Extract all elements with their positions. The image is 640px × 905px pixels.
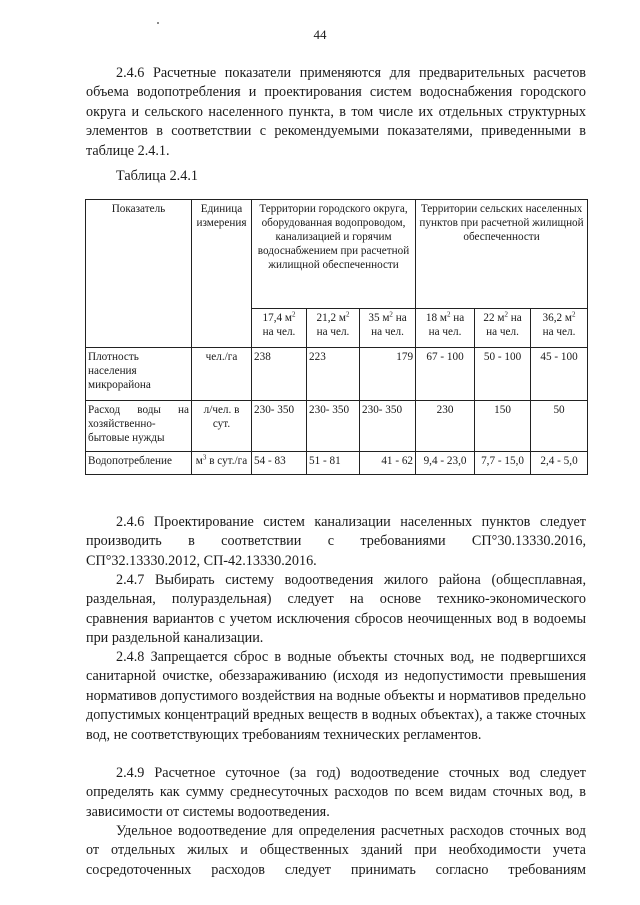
table-row-water-use xyxy=(86,452,588,475)
table-cell: 2,4 - 5,0 xyxy=(531,452,588,475)
subheader-cell: 36,2 $м^2$ на чел. xyxy=(531,309,588,348)
table-row-consumption xyxy=(86,401,588,452)
table-cell: 223 xyxy=(307,348,360,401)
table-cell: 230- 350 xyxy=(252,401,307,452)
table-cell: 45 - 100 xyxy=(531,348,588,401)
table-caption: Таблица 2.4.1 xyxy=(116,168,198,184)
header-indicator: Показатель xyxy=(86,200,192,348)
page-number: 44 xyxy=(313,27,327,42)
table-cell: 230 xyxy=(416,401,475,452)
table-cell: 238 xyxy=(252,348,307,401)
table-cell: 54 - 83 xyxy=(252,452,307,475)
table-cell: 51 - 81 xyxy=(307,452,360,475)
intro-paragraph: 2.4.6 Расчетные показатели применяются для предварительных расчетов объема водопотребления и проектирования систем водоснабжения городского округа и сельского населенного пункта, в том числе их отдельных структурных элементов в соответствии с рекомендуемыми показателями, приведенными в таблице 2.4.1. xyxy=(86,65,586,159)
subheader-cell: 17,4 $м^2$ на чел. xyxy=(252,309,307,348)
table-cell: 150 xyxy=(475,401,531,452)
table-row-density xyxy=(86,348,588,401)
table-cell: 9,4 - 23,0 xyxy=(416,452,475,475)
paragraph-2-4-9: 2.4.9 Расчетное суточное (за год) водоотведение сточных вод следует определять как сумму среднесуточных расходов по всем видам сточных вод, в зависимости от системы водоотведения. xyxy=(86,765,586,820)
table-cell: 179 xyxy=(360,348,416,401)
table-cell: 50 - 100 xyxy=(475,348,531,401)
header-urban: Территории городского округа, оборудованная водопроводом, канализацией и горячим водоснабжением при расчетной жилищной обеспеченности xyxy=(252,200,416,309)
paragraph-2-4-7: 2.4.7 Выбирать систему водоотведения жилого района (общесплавная, раздельная, полураздельная) следует на основе технико-экономического сравнения вариантов с учетом исключения сбросов неочищенных вод в водоемы при раздельной канализации. xyxy=(86,572,586,647)
row-unit: л/чел. в сут. xyxy=(192,401,252,452)
row-label: Расход воды на хозяйственно-бытовые нужды xyxy=(86,401,192,452)
subheader-cell: 22 $м^2$ на на чел. xyxy=(475,309,531,348)
table-cell: 7,7 - 15,0 xyxy=(475,452,531,475)
subheader-cell: 35 $м^2$ на на чел. xyxy=(360,309,416,348)
subheader-cell: 18 $м^2$ на на чел. xyxy=(416,309,475,348)
data-table xyxy=(85,199,588,475)
table-cell: 230- 350 xyxy=(307,401,360,452)
header-rural: Территории сельских населенных пунктов при расчетной жилищной обеспеченности xyxy=(416,200,588,309)
row-label: Водопотребление xyxy=(86,452,192,475)
subheader-cell: 21,2 $м^2$ на чел. xyxy=(307,309,360,348)
scan-speck xyxy=(157,22,159,24)
row-unit: $м^3$ в сут./га xyxy=(192,452,252,475)
paragraph-2-4-6-sewerage: 2.4.6 Проектирование систем канализации населенных пунктов следует производить в соответствии с требованиями СП°30.13330.2016, СП°32.13330.2012, СП-42.13330.2016. xyxy=(86,514,586,569)
header-unit: Единица измерения xyxy=(192,200,252,348)
row-label: Плотность населения микрорайона xyxy=(86,348,192,401)
table-cell: 41 - 62 xyxy=(360,452,416,475)
paragraph-2-4-8: 2.4.8 Запрещается сброс в водные объекты сточных вод, не подвергшихся санитарной очистке, обеззараживанию (исходя из недопустимости превышения нормативов допустимого воздействия на водные объекты и нормативов предельно допустимых концентраций вредных веществ в водных объектах), а также сточных вод, не соответствующих требованиям технических регламентов. xyxy=(86,649,586,743)
table-cell: 230- 350 xyxy=(360,401,416,452)
paragraph-specific-drainage: Удельное водоотведение для определения расчетных расходов сточных вод от отдельных жилых и общественных зданий при необходимости учета сосредоточенных расходов следует принимать согласно требованиям xyxy=(86,823,586,878)
table-header-row xyxy=(86,200,588,309)
row-unit: чел./га xyxy=(192,348,252,401)
table-cell: 50 xyxy=(531,401,588,452)
table-cell: 67 - 100 xyxy=(416,348,475,401)
